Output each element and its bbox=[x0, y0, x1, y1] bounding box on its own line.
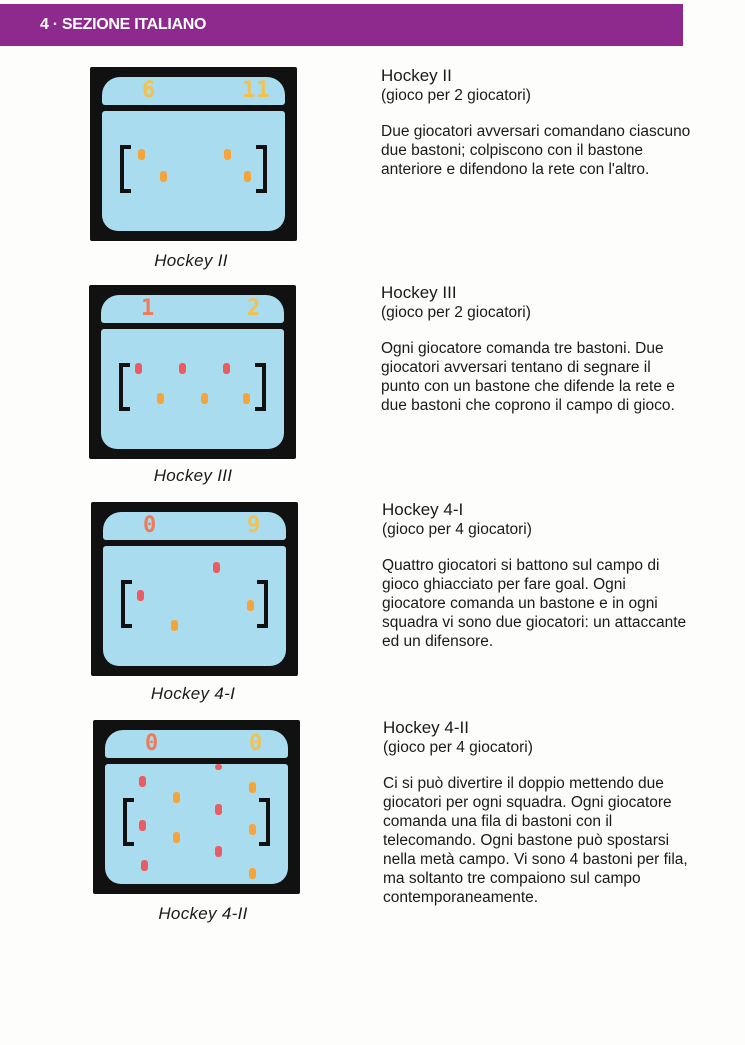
ice-field bbox=[103, 546, 286, 666]
goal-left bbox=[119, 363, 130, 411]
paddle bbox=[215, 846, 222, 857]
paddle bbox=[243, 393, 250, 404]
ice-field bbox=[102, 111, 285, 231]
paddle bbox=[179, 363, 186, 374]
paddle bbox=[173, 832, 180, 843]
description-block-hockey-4-ii bbox=[383, 718, 693, 907]
goal-left bbox=[121, 580, 132, 628]
paddle bbox=[173, 792, 180, 803]
description-block-hockey-iii bbox=[381, 283, 691, 415]
ice-field bbox=[101, 329, 284, 449]
paddle bbox=[160, 171, 167, 182]
game-screen-hockey-4-ii bbox=[93, 720, 300, 894]
paddle bbox=[137, 590, 144, 601]
score-panel bbox=[102, 77, 285, 105]
figure-caption: Hockey II bbox=[154, 251, 228, 270]
paddle bbox=[201, 393, 208, 404]
game-screen-hockey-4-i bbox=[91, 502, 298, 676]
game-description: Ci si può divertire il doppio mettendo due giocatori per ogni squadra. Ogni giocatore comanda una fila di bastoni con il telecomando. Ogni bastone può spostarsi nella metà campo. Vi sono 4 bastoni per fila, ma soltanto tre compaiono sul campo contemporaneamente. bbox=[383, 775, 688, 906]
game-subtitle: (gioco per 2 giocatori) bbox=[381, 87, 531, 104]
figure-caption: Hockey III bbox=[153, 466, 233, 485]
paddle bbox=[139, 820, 146, 831]
score-right: 0 bbox=[249, 731, 264, 756]
game-screen-hockey-iii bbox=[89, 285, 296, 459]
game-title: Hockey III bbox=[381, 283, 457, 302]
game-subtitle: (gioco per 4 giocatori) bbox=[383, 739, 533, 756]
description-block-hockey-4-i bbox=[382, 500, 692, 651]
game-subtitle: (gioco per 2 giocatori) bbox=[381, 304, 531, 321]
paddle bbox=[213, 562, 220, 573]
score-left: 1 bbox=[141, 296, 156, 321]
paddle bbox=[215, 804, 222, 815]
game-title: Hockey II bbox=[381, 66, 452, 85]
paddle bbox=[138, 149, 145, 160]
goal-right bbox=[255, 363, 266, 411]
paddle bbox=[247, 600, 254, 611]
paddle bbox=[141, 860, 148, 871]
paddle bbox=[249, 782, 256, 793]
paddle bbox=[249, 868, 256, 879]
score-right: 11 bbox=[242, 78, 271, 103]
game-subtitle: (gioco per 4 giocatori) bbox=[382, 521, 532, 538]
score-panel bbox=[105, 730, 288, 758]
goal-right bbox=[256, 145, 267, 193]
game-description: Quattro giocatori si battono sul campo di gioco ghiacciato per fare goal. Ogni giocatore comanda un bastone e in ogni squadra vi sono due giocatori: un attaccante ed un difensore. bbox=[382, 557, 687, 650]
score-left: 6 bbox=[142, 78, 157, 103]
paddle bbox=[244, 171, 251, 182]
paddle bbox=[135, 363, 142, 374]
goal-right bbox=[259, 798, 270, 846]
score-left: 0 bbox=[145, 731, 160, 756]
game-title: Hockey 4-II bbox=[383, 718, 469, 737]
description-block-hockey-ii bbox=[381, 66, 691, 179]
page-header bbox=[0, 4, 683, 46]
ice-field bbox=[105, 764, 288, 884]
score-right: 9 bbox=[247, 513, 262, 538]
goal-left bbox=[120, 145, 131, 193]
score-right: 2 bbox=[247, 296, 262, 321]
goal-left bbox=[123, 798, 134, 846]
paddle bbox=[171, 620, 178, 631]
paddle bbox=[157, 393, 164, 404]
paddle bbox=[215, 764, 222, 770]
game-title: Hockey 4-I bbox=[382, 500, 464, 519]
paddle bbox=[249, 824, 256, 835]
game-screen-hockey-ii bbox=[90, 67, 297, 241]
score-left: 0 bbox=[143, 513, 158, 538]
score-panel bbox=[103, 512, 286, 540]
game-description: Ogni giocatore comanda tre bastoni. Due giocatori avversari tentano di segnare il punto con un bastone che difende la rete e due bastoni che coprono il campo di gioco. bbox=[381, 340, 675, 414]
paddle bbox=[224, 149, 231, 160]
game-description: Due giocatori avversari comandano ciascuno due bastoni; colpiscono con il bastone anteriore e difendono la rete con l'altro. bbox=[381, 123, 691, 178]
goal-right bbox=[257, 580, 268, 628]
score-panel bbox=[101, 295, 284, 323]
paddle bbox=[139, 776, 146, 787]
figure-caption: Hockey 4-I bbox=[150, 684, 236, 703]
paddle bbox=[223, 363, 230, 374]
section-title: 4 · SEZIONE ITALIANO bbox=[40, 16, 207, 33]
figure-caption: Hockey 4-II bbox=[158, 904, 248, 923]
